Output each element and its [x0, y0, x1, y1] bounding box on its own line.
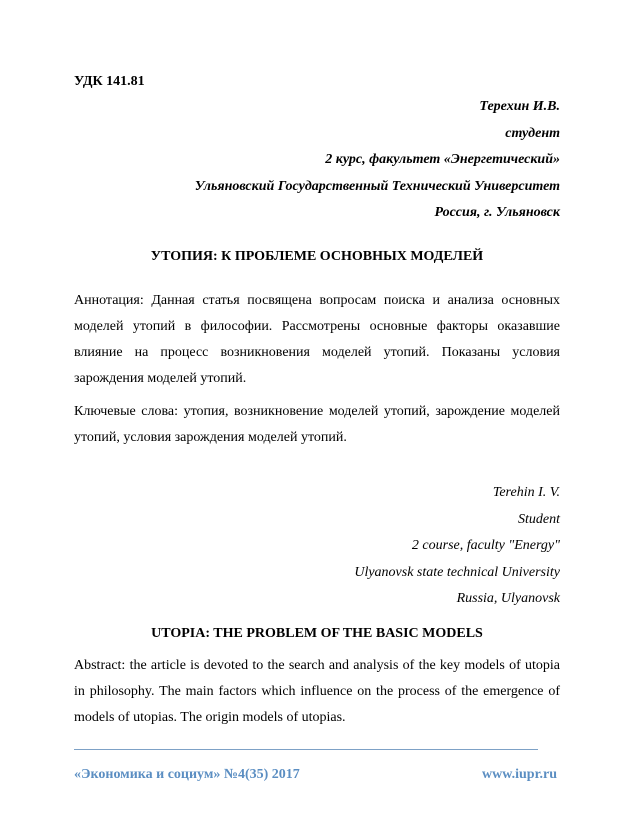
abstract-en: Abstract: the article is devoted to the search and analysis of the key models of utopia in philosophy. The main factors which influence on the process of the emergence of models of utopias. The origin models of utopias. — [74, 658, 560, 725]
author-course-ru: 2 курс, факультет «Энергетический» — [325, 152, 560, 167]
author-location-en: Russia, Ulyanovsk — [456, 591, 560, 606]
footer-divider — [74, 749, 538, 750]
author-position-ru: студент — [505, 125, 560, 141]
footer-journal: «Экономика и социум» №4(35) 2017 — [74, 767, 300, 782]
author-position-en: Student — [518, 511, 560, 527]
author-course-en: 2 course, faculty "Energy" — [411, 538, 560, 553]
abstract-ru: Аннотация: Данная статья посвящена вопросам поиска и анализа основных моделей утопий в философии. Рассмотрены основные факторы оказавшие влияние на процесс возникновения моделей утопий. Показаны условия зарождения моделей утопий. — [74, 293, 560, 386]
author-info-ru — [195, 94, 560, 227]
author-university-en: Ulyanovsk state technical University — [354, 564, 560, 580]
author-info-en — [354, 480, 560, 613]
author-name-en: Terehin I. V. — [492, 485, 560, 500]
author-name-ru: Терехин И.В. — [479, 99, 560, 114]
author-location-ru: Россия, г. Ульяновск — [434, 205, 560, 220]
article-title-ru: УТОПИЯ: К ПРОБЛЕМЕ ОСНОВНЫХ МОДЕЛЕЙ — [150, 249, 484, 264]
author-university-ru: Ульяновский Государственный Технический Университет — [194, 178, 560, 194]
keywords-ru: Ключевые слова: утопия, возникновение моделей утопий, зарождение моделей утопий, условия зарождения моделей утопий. — [74, 404, 560, 445]
article-title-en: UTOPIA: THE PROBLEM OF THE BASIC MODELS — [151, 626, 483, 641]
udc-code: УДК 141.81 — [74, 74, 145, 89]
footer-website-link[interactable]: www.iupr.ru — [482, 767, 557, 782]
